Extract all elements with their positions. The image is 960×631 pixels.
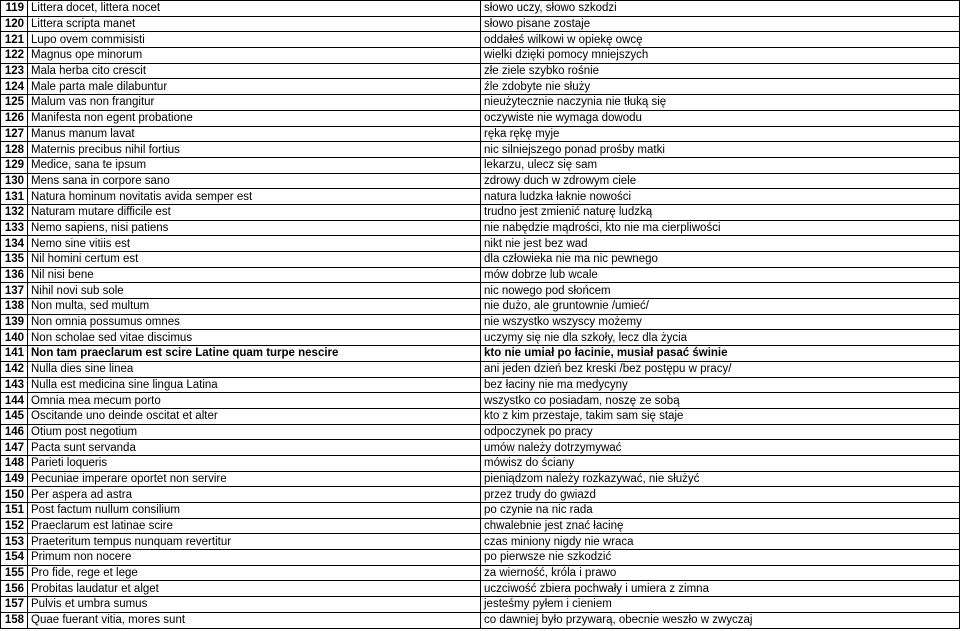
latin-phrase-cell[interactable]: Natura hominum novitatis avida semper est xyxy=(28,189,481,205)
table-row xyxy=(1,314,960,330)
latin-phrase-cell[interactable]: Omnia mea mecum porto xyxy=(28,393,481,409)
latin-phrase-cell[interactable]: Littera scripta manet xyxy=(28,16,481,32)
table-row xyxy=(1,487,960,503)
row-number-cell[interactable]: 154 xyxy=(1,550,28,566)
latin-phrase-cell[interactable]: Lupo ovem commisisti xyxy=(28,32,481,48)
table-row xyxy=(1,126,960,142)
latin-phrase-cell[interactable]: Non scholae sed vitae discimus xyxy=(28,330,481,346)
polish-translation-cell[interactable]: nic silniejszego ponad prośby matki xyxy=(481,142,960,158)
row-number-cell[interactable]: 124 xyxy=(1,79,28,95)
polish-translation-cell[interactable]: umów należy dotrzymywać xyxy=(481,440,960,456)
row-number-cell[interactable]: 141 xyxy=(1,346,28,362)
row-number-cell[interactable]: 147 xyxy=(1,440,28,456)
polish-translation-cell[interactable]: co dawniej było przywarą, obecnie weszło w zwyczaj xyxy=(481,612,960,628)
latin-phrase-cell[interactable]: Otium post negotium xyxy=(28,424,481,440)
polish-translation-cell[interactable]: ręka rękę myje xyxy=(481,126,960,142)
latin-phrase-cell[interactable]: Praeclarum est latinae scire xyxy=(28,518,481,534)
row-number-cell[interactable]: 155 xyxy=(1,565,28,581)
latin-phrase-cell[interactable]: Pulvis et umbra sumus xyxy=(28,597,481,613)
row-number-cell[interactable]: 156 xyxy=(1,581,28,597)
latin-phrase-cell[interactable]: Nemo sine vitiis est xyxy=(28,236,481,252)
table-row xyxy=(1,32,960,48)
table-row xyxy=(1,393,960,409)
row-number-cell[interactable]: 144 xyxy=(1,393,28,409)
polish-translation-cell[interactable]: kto nie umiał po łacinie, musiał pasać świnie xyxy=(481,346,960,362)
polish-translation-cell[interactable]: chwalebnie jest znać łacinę xyxy=(481,518,960,534)
polish-translation-cell[interactable]: za wierność, króla i prawo xyxy=(481,565,960,581)
polish-translation-cell[interactable]: oddałeś wilkowi w opiekę owcę xyxy=(481,32,960,48)
polish-translation-cell[interactable]: nie dużo, ale gruntownie /umieć/ xyxy=(481,299,960,315)
polish-translation-cell[interactable]: słowo uczy, słowo szkodzi xyxy=(481,1,960,17)
polish-translation-cell[interactable]: uczymy się nie dla szkoły, lecz dla życia xyxy=(481,330,960,346)
latin-phrase-cell[interactable]: Per aspera ad astra xyxy=(28,487,481,503)
table-row xyxy=(1,550,960,566)
table-row xyxy=(1,581,960,597)
latin-phrase-cell[interactable]: Non tam praeclarum est scire Latine quam turpe nescire xyxy=(28,346,481,362)
latin-phrase-cell[interactable]: Mens sana in corpore sano xyxy=(28,173,481,189)
latin-phrase-cell[interactable]: Manifesta non egent probatione xyxy=(28,110,481,126)
row-number-cell[interactable]: 123 xyxy=(1,63,28,79)
row-number-cell[interactable]: 121 xyxy=(1,32,28,48)
latin-phrase-cell[interactable]: Pecuniae imperare oportet non servire xyxy=(28,471,481,487)
latin-phrase-cell[interactable]: Post factum nullum consilium xyxy=(28,503,481,519)
polish-translation-cell[interactable]: mów dobrze lub wcale xyxy=(481,267,960,283)
latin-phrase-cell[interactable]: Nil nisi bene xyxy=(28,267,481,283)
table-row xyxy=(1,503,960,519)
row-number-cell[interactable]: 143 xyxy=(1,377,28,393)
table-row xyxy=(1,16,960,32)
polish-translation-cell[interactable]: ani jeden dzień bez kreski /bez postępu w pracy/ xyxy=(481,361,960,377)
table-row xyxy=(1,110,960,126)
latin-phrase-cell[interactable]: Maternis precibus nihil fortius xyxy=(28,142,481,158)
table-row xyxy=(1,204,960,220)
latin-phrase-cell[interactable]: Magnus ope minorum xyxy=(28,48,481,64)
polish-translation-cell[interactable]: uczciwość zbiera pochwały i umiera z zimna xyxy=(481,581,960,597)
row-number-cell[interactable]: 130 xyxy=(1,173,28,189)
polish-translation-cell[interactable]: zdrowy duch w zdrowym ciele xyxy=(481,173,960,189)
row-number-cell[interactable]: 151 xyxy=(1,503,28,519)
latin-phrase-cell[interactable]: Malum vas non frangitur xyxy=(28,95,481,111)
table-row xyxy=(1,534,960,550)
row-number-cell[interactable]: 127 xyxy=(1,126,28,142)
table-row xyxy=(1,283,960,299)
polish-translation-cell[interactable]: mówisz do ściany xyxy=(481,455,960,471)
row-number-cell[interactable]: 149 xyxy=(1,471,28,487)
latin-phrase-cell[interactable]: Pro fide, rege et lege xyxy=(28,565,481,581)
table-row xyxy=(1,330,960,346)
polish-translation-cell[interactable]: słowo pisane zostaje xyxy=(481,16,960,32)
row-number-cell[interactable]: 122 xyxy=(1,48,28,64)
table-row xyxy=(1,408,960,424)
row-number-cell[interactable]: 153 xyxy=(1,534,28,550)
table-row xyxy=(1,612,960,628)
table-row xyxy=(1,142,960,158)
polish-translation-cell[interactable]: przez trudy do gwiazd xyxy=(481,487,960,503)
table-row xyxy=(1,220,960,236)
latin-phrase-cell[interactable]: Manus manum lavat xyxy=(28,126,481,142)
table-row xyxy=(1,267,960,283)
row-number-cell[interactable]: 128 xyxy=(1,142,28,158)
latin-phrase-cell[interactable]: Oscitande uno deinde oscitat et alter xyxy=(28,408,481,424)
table-row xyxy=(1,79,960,95)
row-number-cell[interactable]: 137 xyxy=(1,283,28,299)
latin-phrase-cell[interactable]: Male parta male dilabuntur xyxy=(28,79,481,95)
row-number-cell[interactable]: 132 xyxy=(1,204,28,220)
table-row xyxy=(1,346,960,362)
latin-phrase-cell[interactable]: Quae fuerant vitia, mores sunt xyxy=(28,612,481,628)
polish-translation-cell[interactable]: nie nabędzie mądrości, kto nie ma cierpliwości xyxy=(481,220,960,236)
table-row xyxy=(1,361,960,377)
latin-phrase-cell[interactable]: Nulla est medicina sine lingua Latina xyxy=(28,377,481,393)
latin-phrase-cell[interactable]: Mala herba cito crescit xyxy=(28,63,481,79)
table-row xyxy=(1,424,960,440)
polish-translation-cell[interactable]: jesteśmy pyłem i cieniem xyxy=(481,597,960,613)
latin-phrase-cell[interactable]: Nemo sapiens, nisi patiens xyxy=(28,220,481,236)
row-number-cell[interactable]: 136 xyxy=(1,267,28,283)
polish-translation-cell[interactable]: nie wszystko wszyscy możemy xyxy=(481,314,960,330)
row-number-cell[interactable]: 140 xyxy=(1,330,28,346)
latin-phrase-cell[interactable]: Nil homini certum est xyxy=(28,252,481,268)
latin-phrase-cell[interactable]: Medice, sana te ipsum xyxy=(28,157,481,173)
polish-translation-cell[interactable]: kto z kim przestaje, takim sam się staje xyxy=(481,408,960,424)
polish-translation-cell[interactable]: nic nowego pod słońcem xyxy=(481,283,960,299)
table-row xyxy=(1,48,960,64)
table-row xyxy=(1,95,960,111)
latin-phrase-cell[interactable]: Non omnia possumus omnes xyxy=(28,314,481,330)
polish-translation-cell[interactable]: pieniądzom należy rozkazywać, nie służyć xyxy=(481,471,960,487)
latin-phrase-cell[interactable]: Praeteritum tempus nunquam revertitur xyxy=(28,534,481,550)
latin-phrase-cell[interactable]: Littera docet, littera nocet xyxy=(28,1,481,17)
table-body xyxy=(1,1,960,629)
table-row xyxy=(1,1,960,17)
polish-translation-cell[interactable]: wielki dzięki pomocy mniejszych xyxy=(481,48,960,64)
latin-phrase-cell[interactable]: Parieti loqueris xyxy=(28,455,481,471)
polish-translation-cell[interactable]: oczywiste nie wymaga dowodu xyxy=(481,110,960,126)
polish-translation-cell[interactable]: trudno jest zmienić naturę ludzką xyxy=(481,204,960,220)
table-row xyxy=(1,565,960,581)
latin-phrase-cell[interactable]: Probitas laudatur et alget xyxy=(28,581,481,597)
latin-phrase-cell[interactable]: Non multa, sed multum xyxy=(28,299,481,315)
row-number-cell[interactable]: 150 xyxy=(1,487,28,503)
table-row xyxy=(1,518,960,534)
polish-translation-cell[interactable]: źle zdobyte nie służy xyxy=(481,79,960,95)
polish-translation-cell[interactable]: natura ludzka łaknie nowości xyxy=(481,189,960,205)
row-number-cell[interactable]: 125 xyxy=(1,95,28,111)
polish-translation-cell[interactable]: nieużytecznie naczynia nie tłuką się xyxy=(481,95,960,111)
row-number-cell[interactable]: 158 xyxy=(1,612,28,628)
table-row xyxy=(1,471,960,487)
polish-translation-cell[interactable]: czas miniony nigdy nie wraca xyxy=(481,534,960,550)
polish-translation-cell[interactable]: po pierwsze nie szkodzić xyxy=(481,550,960,566)
row-number-cell[interactable]: 126 xyxy=(1,110,28,126)
table-row xyxy=(1,377,960,393)
polish-translation-cell[interactable]: lekarzu, ulecz się sam xyxy=(481,157,960,173)
row-number-cell[interactable]: 146 xyxy=(1,424,28,440)
table-row xyxy=(1,252,960,268)
latin-phrase-cell[interactable]: Nulla dies sine linea xyxy=(28,361,481,377)
row-number-cell[interactable]: 148 xyxy=(1,455,28,471)
polish-translation-cell[interactable]: dla człowieka nie ma nic pewnego xyxy=(481,252,960,268)
latin-phrase-cell[interactable]: Nihil novi sub sole xyxy=(28,283,481,299)
row-number-cell[interactable]: 145 xyxy=(1,408,28,424)
table-row xyxy=(1,173,960,189)
polish-translation-cell[interactable]: odpoczynek po pracy xyxy=(481,424,960,440)
table-row xyxy=(1,455,960,471)
row-number-cell[interactable]: 139 xyxy=(1,314,28,330)
row-number-cell[interactable]: 138 xyxy=(1,299,28,315)
polish-translation-cell[interactable]: bez łaciny nie ma medycyny xyxy=(481,377,960,393)
polish-translation-cell[interactable]: po czynie na nic rada xyxy=(481,503,960,519)
polish-translation-cell[interactable]: nikt nie jest bez wad xyxy=(481,236,960,252)
row-number-cell[interactable]: 119 xyxy=(1,1,28,17)
polish-translation-cell[interactable]: złe ziele szybko rośnie xyxy=(481,63,960,79)
latin-phrase-cell[interactable]: Naturam mutare difficile est xyxy=(28,204,481,220)
row-number-cell[interactable]: 157 xyxy=(1,597,28,613)
table-row xyxy=(1,63,960,79)
row-number-cell[interactable]: 152 xyxy=(1,518,28,534)
table-row xyxy=(1,597,960,613)
row-number-cell[interactable]: 142 xyxy=(1,361,28,377)
latin-phrase-cell[interactable]: Primum non nocere xyxy=(28,550,481,566)
table-row xyxy=(1,440,960,456)
polish-translation-cell[interactable]: wszystko co posiadam, noszę ze sobą xyxy=(481,393,960,409)
row-number-cell[interactable]: 134 xyxy=(1,236,28,252)
table-row xyxy=(1,157,960,173)
row-number-cell[interactable]: 135 xyxy=(1,252,28,268)
table-row xyxy=(1,189,960,205)
row-number-cell[interactable]: 133 xyxy=(1,220,28,236)
row-number-cell[interactable]: 129 xyxy=(1,157,28,173)
row-number-cell[interactable]: 120 xyxy=(1,16,28,32)
row-number-cell[interactable]: 131 xyxy=(1,189,28,205)
table-row xyxy=(1,236,960,252)
table-row xyxy=(1,299,960,315)
latin-phrase-cell[interactable]: Pacta sunt servanda xyxy=(28,440,481,456)
